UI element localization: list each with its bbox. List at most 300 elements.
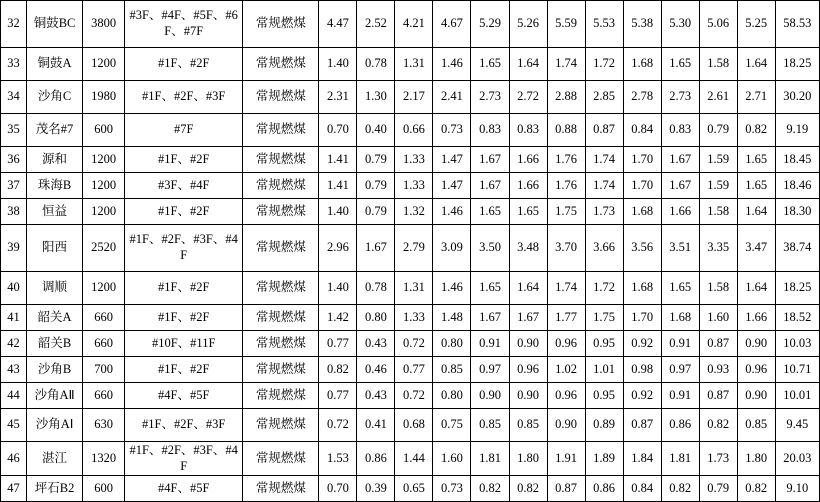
plant-units: #1F、#2F、#3F bbox=[125, 409, 243, 442]
month-value-5: 1.65 bbox=[471, 272, 509, 305]
month-value-4: 1.46 bbox=[433, 48, 471, 81]
month-value-9: 3.56 bbox=[623, 225, 661, 272]
plant-capacity: 660 bbox=[83, 305, 125, 331]
month-value-3: 0.72 bbox=[395, 331, 433, 357]
row-total: 10.71 bbox=[775, 357, 819, 383]
month-value-5: 1.67 bbox=[471, 147, 509, 173]
month-value-12: 1.64 bbox=[737, 199, 775, 225]
month-value-4: 4.67 bbox=[433, 1, 471, 48]
table-row bbox=[1, 173, 820, 199]
month-value-5: 1.81 bbox=[471, 442, 509, 476]
month-value-5: 1.65 bbox=[471, 48, 509, 81]
plant-units: #1F、#2F、#3F、#4F bbox=[125, 225, 243, 272]
month-value-7: 1.74 bbox=[547, 272, 585, 305]
month-value-1: 1.40 bbox=[319, 48, 357, 81]
month-value-4: 1.60 bbox=[433, 442, 471, 476]
plant-capacity: 1200 bbox=[83, 48, 125, 81]
plant-name: 茂名#7 bbox=[27, 114, 83, 147]
month-value-12: 0.90 bbox=[737, 383, 775, 409]
month-value-7: 0.87 bbox=[547, 476, 585, 502]
month-value-4: 1.47 bbox=[433, 147, 471, 173]
row-index: 32 bbox=[1, 1, 27, 48]
month-value-7: 1.91 bbox=[547, 442, 585, 476]
month-value-2: 1.67 bbox=[357, 225, 395, 272]
month-value-1: 0.77 bbox=[319, 331, 357, 357]
plant-name: 坪石B2 bbox=[27, 476, 83, 502]
month-value-2: 0.46 bbox=[357, 357, 395, 383]
month-value-11: 1.59 bbox=[699, 147, 737, 173]
month-value-8: 1.74 bbox=[585, 147, 623, 173]
plant-units: #1F、#2F bbox=[125, 147, 243, 173]
month-value-2: 0.41 bbox=[357, 409, 395, 442]
plant-capacity: 1200 bbox=[83, 173, 125, 199]
plant-capacity: 1980 bbox=[83, 81, 125, 114]
plant-name: 铜鼓A bbox=[27, 48, 83, 81]
month-value-3: 1.33 bbox=[395, 147, 433, 173]
month-value-5: 2.73 bbox=[471, 81, 509, 114]
table-row bbox=[1, 199, 820, 225]
month-value-8: 0.95 bbox=[585, 331, 623, 357]
month-value-10: 0.82 bbox=[661, 476, 699, 502]
plant-units: #3F、#4F bbox=[125, 173, 243, 199]
plant-type: 常规燃煤 bbox=[243, 476, 319, 502]
month-value-8: 0.86 bbox=[585, 476, 623, 502]
month-value-3: 0.77 bbox=[395, 357, 433, 383]
plant-type: 常规燃煤 bbox=[243, 173, 319, 199]
month-value-9: 2.78 bbox=[623, 81, 661, 114]
row-total: 18.52 bbox=[775, 305, 819, 331]
month-value-3: 1.32 bbox=[395, 199, 433, 225]
month-value-4: 0.73 bbox=[433, 114, 471, 147]
month-value-4: 2.41 bbox=[433, 81, 471, 114]
month-value-7: 5.59 bbox=[547, 1, 585, 48]
month-value-4: 1.48 bbox=[433, 305, 471, 331]
month-value-7: 0.88 bbox=[547, 114, 585, 147]
plant-units: #1F、#2F bbox=[125, 199, 243, 225]
month-value-11: 1.73 bbox=[699, 442, 737, 476]
plant-type: 常规燃煤 bbox=[243, 383, 319, 409]
month-value-2: 0.79 bbox=[357, 147, 395, 173]
plant-units: #1F、#2F bbox=[125, 357, 243, 383]
plant-type: 常规燃煤 bbox=[243, 1, 319, 48]
month-value-6: 0.90 bbox=[509, 331, 547, 357]
plant-name: 湛江 bbox=[27, 442, 83, 476]
plant-capacity: 660 bbox=[83, 331, 125, 357]
plant-type: 常规燃煤 bbox=[243, 357, 319, 383]
plant-capacity: 660 bbox=[83, 383, 125, 409]
table-row bbox=[1, 1, 820, 48]
month-value-9: 1.68 bbox=[623, 272, 661, 305]
month-value-11: 1.58 bbox=[699, 272, 737, 305]
month-value-2: 2.52 bbox=[357, 1, 395, 48]
row-index: 34 bbox=[1, 81, 27, 114]
row-index: 44 bbox=[1, 383, 27, 409]
month-value-11: 3.35 bbox=[699, 225, 737, 272]
month-value-10: 1.81 bbox=[661, 442, 699, 476]
month-value-7: 1.74 bbox=[547, 48, 585, 81]
row-index: 39 bbox=[1, 225, 27, 272]
month-value-3: 0.66 bbox=[395, 114, 433, 147]
row-index: 38 bbox=[1, 199, 27, 225]
month-value-8: 1.74 bbox=[585, 173, 623, 199]
month-value-4: 1.46 bbox=[433, 199, 471, 225]
month-value-2: 0.79 bbox=[357, 199, 395, 225]
month-value-4: 0.73 bbox=[433, 476, 471, 502]
month-value-10: 0.91 bbox=[661, 383, 699, 409]
plant-units: #3F、#4F、#5F、#6F、#7F bbox=[125, 1, 243, 48]
month-value-5: 3.50 bbox=[471, 225, 509, 272]
month-value-1: 0.70 bbox=[319, 114, 357, 147]
plant-capacity: 1200 bbox=[83, 147, 125, 173]
plant-type: 常规燃煤 bbox=[243, 409, 319, 442]
plant-name: 调顺 bbox=[27, 272, 83, 305]
plant-capacity: 600 bbox=[83, 476, 125, 502]
month-value-6: 1.66 bbox=[509, 173, 547, 199]
plant-name: 恒益 bbox=[27, 199, 83, 225]
row-total: 10.03 bbox=[775, 331, 819, 357]
month-value-8: 0.87 bbox=[585, 114, 623, 147]
month-value-9: 1.68 bbox=[623, 199, 661, 225]
row-index: 47 bbox=[1, 476, 27, 502]
month-value-5: 1.67 bbox=[471, 305, 509, 331]
row-total: 9.19 bbox=[775, 114, 819, 147]
month-value-6: 3.48 bbox=[509, 225, 547, 272]
month-value-3: 1.31 bbox=[395, 48, 433, 81]
month-value-2: 0.79 bbox=[357, 173, 395, 199]
month-value-3: 1.33 bbox=[395, 305, 433, 331]
month-value-1: 0.77 bbox=[319, 383, 357, 409]
plant-capacity: 700 bbox=[83, 357, 125, 383]
month-value-8: 1.72 bbox=[585, 272, 623, 305]
month-value-2: 0.78 bbox=[357, 272, 395, 305]
month-value-12: 0.85 bbox=[737, 409, 775, 442]
plant-type: 常规燃煤 bbox=[243, 114, 319, 147]
month-value-5: 0.82 bbox=[471, 476, 509, 502]
month-value-10: 1.65 bbox=[661, 272, 699, 305]
table-row bbox=[1, 357, 820, 383]
plant-units: #1F、#2F bbox=[125, 48, 243, 81]
month-value-11: 0.79 bbox=[699, 114, 737, 147]
row-total: 58.53 bbox=[775, 1, 819, 48]
month-value-10: 1.65 bbox=[661, 48, 699, 81]
month-value-6: 1.64 bbox=[509, 272, 547, 305]
plant-capacity: 1320 bbox=[83, 442, 125, 476]
month-value-8: 1.89 bbox=[585, 442, 623, 476]
month-value-10: 1.67 bbox=[661, 147, 699, 173]
plant-capacity: 1200 bbox=[83, 199, 125, 225]
month-value-1: 0.72 bbox=[319, 409, 357, 442]
month-value-2: 0.43 bbox=[357, 383, 395, 409]
month-value-12: 0.82 bbox=[737, 114, 775, 147]
plant-units: #1F、#2F bbox=[125, 272, 243, 305]
row-total: 18.30 bbox=[775, 199, 819, 225]
row-index: 35 bbox=[1, 114, 27, 147]
month-value-6: 1.64 bbox=[509, 48, 547, 81]
month-value-12: 1.66 bbox=[737, 305, 775, 331]
row-total: 18.46 bbox=[775, 173, 819, 199]
row-total: 10.01 bbox=[775, 383, 819, 409]
table-body bbox=[1, 1, 820, 502]
month-value-7: 3.70 bbox=[547, 225, 585, 272]
month-value-5: 5.29 bbox=[471, 1, 509, 48]
month-value-10: 0.86 bbox=[661, 409, 699, 442]
month-value-12: 1.65 bbox=[737, 173, 775, 199]
month-value-1: 2.31 bbox=[319, 81, 357, 114]
month-value-4: 0.85 bbox=[433, 357, 471, 383]
month-value-2: 0.43 bbox=[357, 331, 395, 357]
month-value-10: 3.51 bbox=[661, 225, 699, 272]
month-value-11: 0.93 bbox=[699, 357, 737, 383]
month-value-2: 0.80 bbox=[357, 305, 395, 331]
month-value-7: 0.96 bbox=[547, 383, 585, 409]
month-value-2: 0.86 bbox=[357, 442, 395, 476]
plant-name: 沙角AⅡ bbox=[27, 383, 83, 409]
month-value-9: 1.84 bbox=[623, 442, 661, 476]
month-value-5: 0.83 bbox=[471, 114, 509, 147]
month-value-2: 1.30 bbox=[357, 81, 395, 114]
month-value-6: 0.96 bbox=[509, 357, 547, 383]
row-total: 9.10 bbox=[775, 476, 819, 502]
table-row bbox=[1, 48, 820, 81]
month-value-2: 0.39 bbox=[357, 476, 395, 502]
month-value-5: 1.67 bbox=[471, 173, 509, 199]
plant-capacity: 600 bbox=[83, 114, 125, 147]
table-row bbox=[1, 272, 820, 305]
month-value-8: 2.85 bbox=[585, 81, 623, 114]
month-value-4: 0.80 bbox=[433, 383, 471, 409]
month-value-6: 1.66 bbox=[509, 147, 547, 173]
month-value-9: 1.70 bbox=[623, 147, 661, 173]
month-value-3: 1.31 bbox=[395, 272, 433, 305]
month-value-6: 0.90 bbox=[509, 383, 547, 409]
month-value-8: 1.73 bbox=[585, 199, 623, 225]
month-value-10: 1.66 bbox=[661, 199, 699, 225]
month-value-11: 1.60 bbox=[699, 305, 737, 331]
month-value-7: 2.88 bbox=[547, 81, 585, 114]
month-value-12: 5.25 bbox=[737, 1, 775, 48]
month-value-5: 1.65 bbox=[471, 199, 509, 225]
month-value-12: 2.71 bbox=[737, 81, 775, 114]
row-total: 20.03 bbox=[775, 442, 819, 476]
month-value-9: 0.92 bbox=[623, 383, 661, 409]
row-index: 46 bbox=[1, 442, 27, 476]
plant-type: 常规燃煤 bbox=[243, 225, 319, 272]
month-value-6: 2.72 bbox=[509, 81, 547, 114]
month-value-6: 0.85 bbox=[509, 409, 547, 442]
month-value-1: 4.47 bbox=[319, 1, 357, 48]
row-index: 41 bbox=[1, 305, 27, 331]
month-value-11: 1.59 bbox=[699, 173, 737, 199]
row-total: 18.45 bbox=[775, 147, 819, 173]
month-value-10: 0.97 bbox=[661, 357, 699, 383]
plant-name: 珠海B bbox=[27, 173, 83, 199]
month-value-6: 1.80 bbox=[509, 442, 547, 476]
table-row bbox=[1, 225, 820, 272]
month-value-12: 3.47 bbox=[737, 225, 775, 272]
plant-capacity: 2520 bbox=[83, 225, 125, 272]
plant-name: 韶关A bbox=[27, 305, 83, 331]
row-index: 42 bbox=[1, 331, 27, 357]
month-value-3: 0.72 bbox=[395, 383, 433, 409]
month-value-1: 1.40 bbox=[319, 272, 357, 305]
month-value-11: 0.87 bbox=[699, 383, 737, 409]
row-index: 36 bbox=[1, 147, 27, 173]
month-value-4: 0.80 bbox=[433, 331, 471, 357]
plant-type: 常规燃煤 bbox=[243, 442, 319, 476]
month-value-8: 1.01 bbox=[585, 357, 623, 383]
table-row bbox=[1, 442, 820, 476]
month-value-7: 1.76 bbox=[547, 173, 585, 199]
month-value-12: 1.64 bbox=[737, 48, 775, 81]
month-value-12: 0.96 bbox=[737, 357, 775, 383]
table-row bbox=[1, 305, 820, 331]
table-row bbox=[1, 147, 820, 173]
month-value-9: 1.68 bbox=[623, 48, 661, 81]
month-value-3: 2.79 bbox=[395, 225, 433, 272]
month-value-7: 1.77 bbox=[547, 305, 585, 331]
month-value-1: 1.41 bbox=[319, 147, 357, 173]
month-value-12: 1.64 bbox=[737, 272, 775, 305]
month-value-4: 3.09 bbox=[433, 225, 471, 272]
plant-capacity: 3800 bbox=[83, 1, 125, 48]
month-value-1: 1.53 bbox=[319, 442, 357, 476]
month-value-9: 0.84 bbox=[623, 476, 661, 502]
month-value-8: 5.53 bbox=[585, 1, 623, 48]
row-index: 45 bbox=[1, 409, 27, 442]
plant-capacity: 630 bbox=[83, 409, 125, 442]
month-value-6: 1.67 bbox=[509, 305, 547, 331]
month-value-9: 0.98 bbox=[623, 357, 661, 383]
plant-units: #4F、#5F bbox=[125, 383, 243, 409]
month-value-3: 2.17 bbox=[395, 81, 433, 114]
row-index: 43 bbox=[1, 357, 27, 383]
month-value-11: 0.79 bbox=[699, 476, 737, 502]
month-value-5: 0.85 bbox=[471, 409, 509, 442]
table-row bbox=[1, 383, 820, 409]
month-value-1: 2.96 bbox=[319, 225, 357, 272]
month-value-11: 5.06 bbox=[699, 1, 737, 48]
month-value-7: 1.02 bbox=[547, 357, 585, 383]
plant-units: #1F、#2F、#3F bbox=[125, 81, 243, 114]
month-value-5: 0.97 bbox=[471, 357, 509, 383]
row-total: 18.25 bbox=[775, 272, 819, 305]
month-value-12: 1.80 bbox=[737, 442, 775, 476]
plant-capacity: 1200 bbox=[83, 272, 125, 305]
month-value-7: 1.75 bbox=[547, 199, 585, 225]
plant-type: 常规燃煤 bbox=[243, 331, 319, 357]
row-total: 9.45 bbox=[775, 409, 819, 442]
plant-units: #4F、#5F bbox=[125, 476, 243, 502]
month-value-4: 1.46 bbox=[433, 272, 471, 305]
plant-type: 常规燃煤 bbox=[243, 48, 319, 81]
month-value-6: 1.65 bbox=[509, 199, 547, 225]
plant-units: #1F、#2F、#3F、#4F bbox=[125, 442, 243, 476]
month-value-9: 5.38 bbox=[623, 1, 661, 48]
plant-type: 常规燃煤 bbox=[243, 272, 319, 305]
plant-units: #7F bbox=[125, 114, 243, 147]
month-value-3: 1.33 bbox=[395, 173, 433, 199]
month-value-5: 0.91 bbox=[471, 331, 509, 357]
table-row bbox=[1, 331, 820, 357]
plant-name: 源和 bbox=[27, 147, 83, 173]
month-value-10: 2.73 bbox=[661, 81, 699, 114]
plant-units: #1F、#2F bbox=[125, 305, 243, 331]
month-value-4: 0.75 bbox=[433, 409, 471, 442]
plant-name: 阳西 bbox=[27, 225, 83, 272]
month-value-12: 1.65 bbox=[737, 147, 775, 173]
month-value-2: 0.40 bbox=[357, 114, 395, 147]
month-value-3: 4.21 bbox=[395, 1, 433, 48]
month-value-10: 0.83 bbox=[661, 114, 699, 147]
month-value-12: 0.82 bbox=[737, 476, 775, 502]
plant-type: 常规燃煤 bbox=[243, 147, 319, 173]
month-value-6: 0.83 bbox=[509, 114, 547, 147]
row-total: 30.20 bbox=[775, 81, 819, 114]
month-value-11: 1.58 bbox=[699, 199, 737, 225]
month-value-1: 0.82 bbox=[319, 357, 357, 383]
month-value-12: 0.90 bbox=[737, 331, 775, 357]
month-value-3: 0.65 bbox=[395, 476, 433, 502]
row-total: 38.74 bbox=[775, 225, 819, 272]
table-row bbox=[1, 81, 820, 114]
month-value-9: 1.70 bbox=[623, 173, 661, 199]
table-row bbox=[1, 409, 820, 442]
plant-name: 沙角B bbox=[27, 357, 83, 383]
month-value-6: 0.82 bbox=[509, 476, 547, 502]
month-value-7: 1.76 bbox=[547, 147, 585, 173]
month-value-9: 0.92 bbox=[623, 331, 661, 357]
month-value-11: 2.61 bbox=[699, 81, 737, 114]
month-value-9: 0.84 bbox=[623, 114, 661, 147]
month-value-9: 0.87 bbox=[623, 409, 661, 442]
month-value-10: 0.91 bbox=[661, 331, 699, 357]
month-value-1: 1.40 bbox=[319, 199, 357, 225]
month-value-3: 1.44 bbox=[395, 442, 433, 476]
row-index: 37 bbox=[1, 173, 27, 199]
plant-name: 韶关B bbox=[27, 331, 83, 357]
row-total: 18.25 bbox=[775, 48, 819, 81]
month-value-8: 1.75 bbox=[585, 305, 623, 331]
month-value-2: 0.78 bbox=[357, 48, 395, 81]
month-value-6: 5.26 bbox=[509, 1, 547, 48]
plant-type: 常规燃煤 bbox=[243, 199, 319, 225]
table-row bbox=[1, 114, 820, 147]
month-value-10: 1.67 bbox=[661, 173, 699, 199]
month-value-10: 5.30 bbox=[661, 1, 699, 48]
month-value-5: 0.90 bbox=[471, 383, 509, 409]
month-value-8: 3.66 bbox=[585, 225, 623, 272]
month-value-1: 1.41 bbox=[319, 173, 357, 199]
row-index: 40 bbox=[1, 272, 27, 305]
plant-type: 常规燃煤 bbox=[243, 81, 319, 114]
month-value-11: 0.82 bbox=[699, 409, 737, 442]
month-value-9: 1.70 bbox=[623, 305, 661, 331]
plant-units: #10F、#11F bbox=[125, 331, 243, 357]
month-value-11: 0.87 bbox=[699, 331, 737, 357]
month-value-3: 0.68 bbox=[395, 409, 433, 442]
row-index: 33 bbox=[1, 48, 27, 81]
plant-name: 沙角AⅠ bbox=[27, 409, 83, 442]
month-value-8: 0.95 bbox=[585, 383, 623, 409]
month-value-1: 1.42 bbox=[319, 305, 357, 331]
table-row bbox=[1, 476, 820, 502]
month-value-8: 1.72 bbox=[585, 48, 623, 81]
plant-name: 沙角C bbox=[27, 81, 83, 114]
month-value-4: 1.47 bbox=[433, 173, 471, 199]
month-value-7: 0.96 bbox=[547, 331, 585, 357]
month-value-8: 0.89 bbox=[585, 409, 623, 442]
plant-type: 常规燃煤 bbox=[243, 305, 319, 331]
